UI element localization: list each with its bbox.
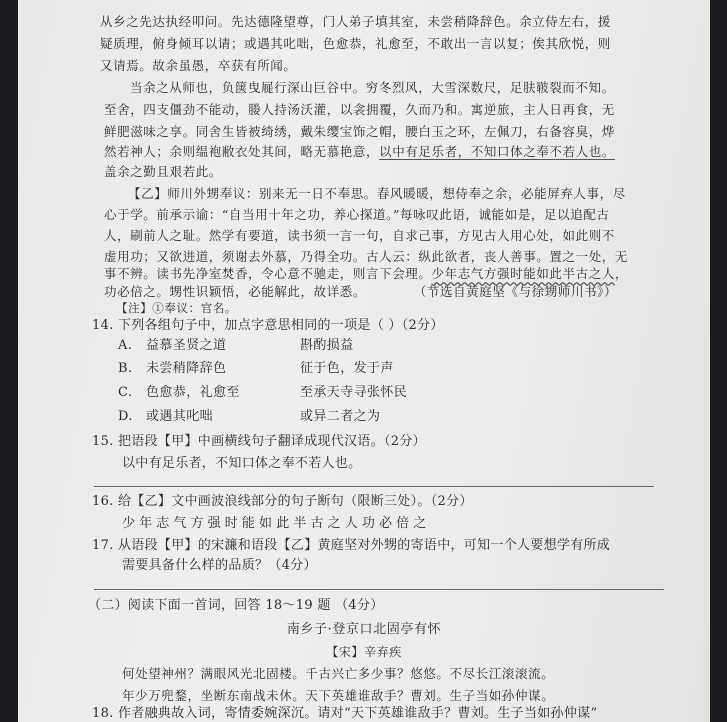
passage-jia-line-8: 盖余之勤且艰若此。 bbox=[104, 164, 222, 179]
q14-option-a[interactable] bbox=[118, 338, 354, 354]
passage-yi-line-3: 人，刷前人之耻。然学有要道，读书须一言一句，自求己事，方见古人用心处，如此则不 bbox=[104, 228, 615, 243]
exam-page bbox=[18, 0, 710, 722]
passage-yi-line-4: 虚用功；又欲进道，须谢去外慕，乃得全功。古人云：纵此欲者，丧人善事。置之一处，无 bbox=[104, 249, 629, 264]
q16-sentence: 少 年 志 气 方 强 时 能 如 此 半 古 之 人 功 必 倍 之 bbox=[122, 516, 427, 531]
option-label: B. bbox=[118, 361, 133, 376]
passage-jia-line-7-text: 然若神人；余则缊袍敝衣处其间，略无慕艳意， bbox=[104, 144, 380, 159]
option-label: A. bbox=[118, 338, 133, 353]
wavy-sentence: 少年志气方强时能如此半古之人 bbox=[431, 266, 615, 281]
q17-stem: 17. 从语段【甲】的宋濂和语段【乙】黄庭坚对外甥的寄语中，可知一个人要想学有所成 bbox=[92, 538, 611, 553]
option-left: 未尝稍降辞色 bbox=[146, 361, 227, 376]
option-right: 斟酌损益 bbox=[300, 338, 354, 353]
option-right: 征于色，发于声 bbox=[300, 361, 394, 376]
passage-yi-line-6-text: 功必倍之。甥性识颖悟，必能解此，故详悉。 bbox=[104, 284, 367, 299]
q14-option-d[interactable] bbox=[118, 409, 381, 425]
q14-option-b[interactable] bbox=[118, 361, 394, 377]
passage-yi-line-2: 心于学。前承示谕：“自当用十年之功，养心探道。”每咏叹此语，诚能如是，足以追配古 bbox=[104, 207, 610, 222]
answer-line[interactable] bbox=[94, 589, 664, 590]
option-right: 或异二者之为 bbox=[300, 409, 381, 424]
passage-note: 【注】①奉议：官名。 bbox=[116, 301, 237, 315]
passage-yi-line-1: 【乙】师川外甥奉议：别来无一日不奉思。春风暖暖，想侍奉之余，必能屏弃人事，尽 bbox=[128, 186, 626, 201]
passage-yi-line-5-end: ， bbox=[614, 266, 629, 281]
answer-line[interactable] bbox=[94, 486, 654, 487]
q14-stem: 14. 下列各组句子中，加点字意思相同的一项是（ ）（2分） bbox=[92, 318, 444, 333]
q15-stem: 15. 把语段【甲】中画横线句子翻译成现代汉语。（2分） bbox=[92, 434, 426, 449]
option-right: 至承天寺寻张怀民 bbox=[300, 385, 408, 400]
passage-source: （节选自黄庭坚《与徐甥师川书》） bbox=[420, 284, 618, 299]
option-label: D. bbox=[118, 409, 133, 424]
q18-stem: 18. 作者融典故入词，寄情委婉深沉。请对“天下英雄谁敌手？曹刘。生子当如孙仲谋” bbox=[92, 706, 598, 721]
option-left: 或遇其叱咄 bbox=[146, 409, 214, 424]
q14-option-c[interactable] bbox=[118, 385, 408, 401]
passage-yi-line-5-text: 事不辨。读书先净室焚香，令心意不驰走，则言下会理。 bbox=[104, 266, 432, 281]
passage-yi-line-6 bbox=[104, 284, 617, 300]
passage-jia-line-7 bbox=[104, 144, 615, 160]
q15-sentence: 以中有足乐者，不知口体之奉不若人也。 bbox=[122, 456, 362, 471]
poem-line-2: 年少万兜鍪，坐断东南战未休。天下英雄谁敌手？曹刘。生子当如孙仲谋。 bbox=[122, 688, 555, 703]
q17-stem-2: 需要具备什么样的品质？（4分） bbox=[122, 558, 317, 573]
passage-jia-line-3: 又请焉。故余虽愚，卒获有所闻。 bbox=[100, 58, 297, 73]
option-left: 色愈恭，礼愈至 bbox=[146, 385, 240, 400]
q16-stem: 16. 给【乙】文中画波浪线部分的句子断句（限断三处）。（2分） bbox=[92, 494, 473, 509]
passage-jia-line-1: 从乡之先达执经叩问。先达德隆望尊，门人弟子填其室，未尝稍降辞色。余立侍左右，援 bbox=[100, 14, 611, 29]
poem-title: 南乡子·登京口北固亭有怀 bbox=[286, 622, 442, 637]
passage-jia-line-4: 当余之从师也，负箧曳屣行深山巨谷中。穷冬烈风，大雪深数尺，足肤皲裂而不知。 bbox=[130, 80, 615, 95]
passage-yi-line-5 bbox=[104, 266, 628, 282]
passage-jia-line-2: 疑质理，俯身倾耳以请；或遇其叱咄，色愈恭，礼愈至，不敢出一言以复；俟其欣悦，则 bbox=[100, 36, 611, 51]
option-label: C. bbox=[118, 385, 133, 400]
passage-jia-line-6: 鲜肥滋味之享。同舍生皆被绮绣，戴朱缨宝饰之帽，腰白玉之环，左佩刀，右备容臭，烨 bbox=[104, 124, 615, 139]
poem-author: 【宋】辛弃疾 bbox=[326, 645, 402, 659]
passage-jia-line-5: 至舍，四支僵劲不能动，媵人持汤沃灌，以衾拥覆，久而乃和。寓逆旅，主人日再食，无 bbox=[104, 102, 615, 117]
option-left: 益慕圣贤之道 bbox=[146, 338, 227, 353]
section2-heading: （二）阅读下面一首词，回答 18～19 题 （4分） bbox=[88, 598, 384, 613]
poem-line-1: 何处望神州？满眼风光北固楼。千古兴亡多少事？悠悠。不尽长江滚滚流。 bbox=[122, 666, 555, 681]
underlined-sentence: 以中有足乐者，不知口体之奉不若人也。 bbox=[379, 144, 615, 159]
